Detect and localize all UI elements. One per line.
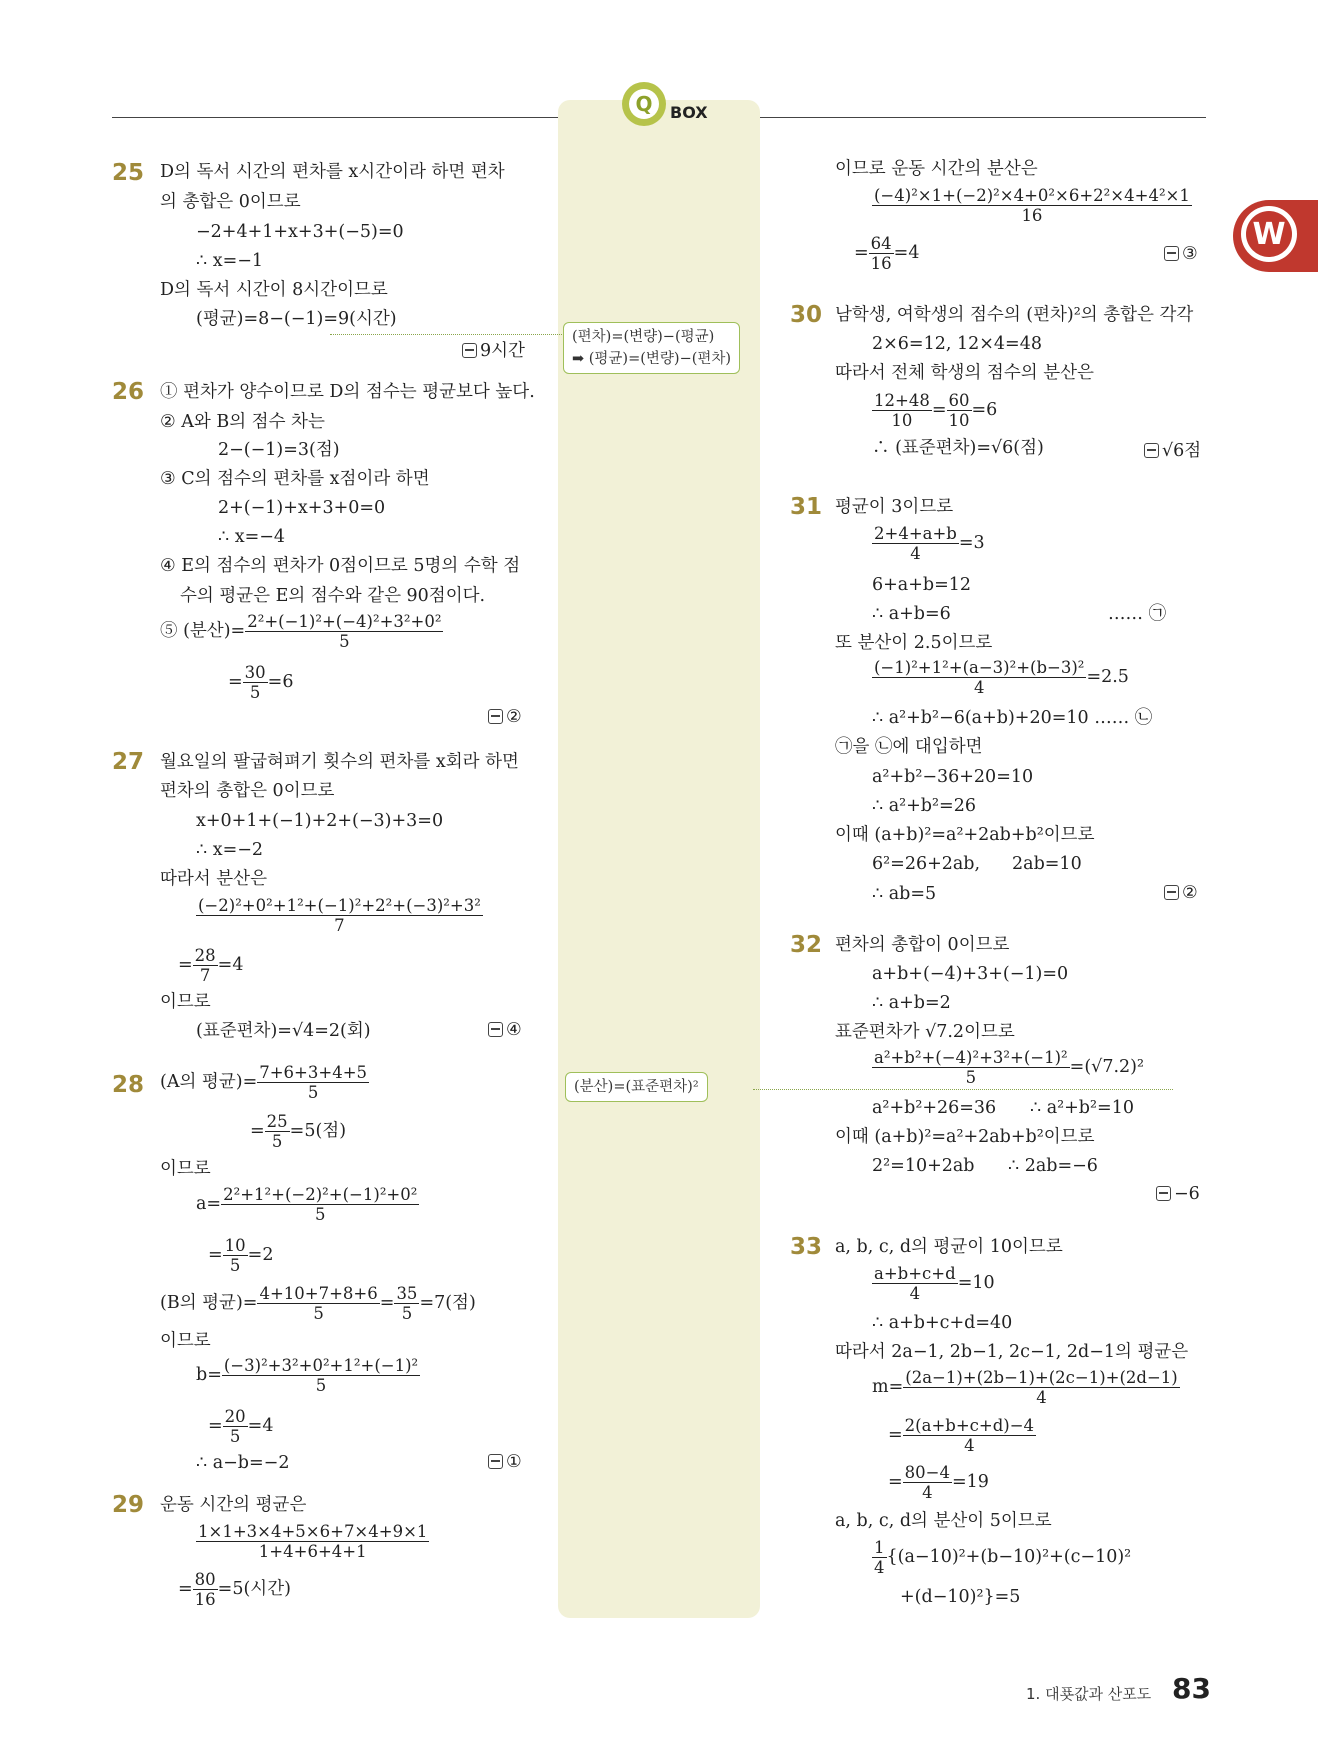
equation-line: ∴ a+b=2 xyxy=(872,993,951,1013)
equation-line: ∴ a²+b²=26 xyxy=(872,796,976,816)
equation-line: = $\frac{80-4}{4}$ =19 xyxy=(888,1463,989,1502)
solution-line: a, b, c, d의 분산이 5이므로 xyxy=(835,1511,1052,1531)
equation-line: ∴ a²+b²=10 xyxy=(1030,1098,1134,1118)
equation-line: $\frac{2+4+a+b}{4}$ =3 xyxy=(874,524,985,563)
equation-line: (A의 평균)= $\frac{7+6+3+4+5}{5}$ xyxy=(160,1063,368,1102)
answer: ① xyxy=(488,1452,522,1472)
qbox-note-variance: (분산)=(표준편차)² xyxy=(565,1072,708,1102)
answer-icon xyxy=(1164,885,1179,900)
answer-icon xyxy=(462,343,477,358)
solution-line: 표준편차가 √7.2이므로 xyxy=(835,1022,1015,1042)
equation-line: = $\frac{20}{5}$ =4 xyxy=(208,1407,274,1446)
section-tab xyxy=(1233,200,1318,272)
equation-line: = $\frac{10}{5}$ =2 xyxy=(208,1236,274,1275)
equation-line: (표준편차)=√4=2(회) xyxy=(196,1021,371,1041)
solution-line: 편차의 총합이 0이므로 xyxy=(835,935,1010,955)
equation-line: a= $\frac{\text{2²+1²+(−2)²+(−1)²+0²}}{5}$ xyxy=(196,1185,418,1224)
solution-line: 월요일의 팔굽혀펴기 횟수의 편차를 x회라 하면 xyxy=(160,752,519,772)
q-logo-icon: Q xyxy=(622,82,666,126)
solution-line: 이때 (a+b)²=a²+2ab+b²이므로 xyxy=(835,825,1095,845)
solution-line: 따라서 분산은 xyxy=(160,869,267,889)
answer-icon xyxy=(488,1454,503,1469)
box-label: BOX xyxy=(670,103,708,122)
equation-line: = $\frac{28}{7}$ =4 xyxy=(178,946,244,985)
solution-line: D의 독서 시간이 8시간이므로 xyxy=(160,280,388,300)
equation-line: ∴ a+b+c+d=40 xyxy=(872,1313,1013,1333)
equation-line: 2²=10+2ab xyxy=(872,1156,975,1176)
equation-line: = $\frac{2(a+b+c+d)-4}{4}$ xyxy=(888,1416,1035,1455)
solution-line: ㉠을 ㉡에 대입하면 xyxy=(835,737,983,757)
equation-line: $\frac{\text{a²+b²+(−4)²+3²+(−1)²}}{5}$ =(√7.2)² xyxy=(874,1048,1144,1087)
equation-tag: …… ㉠ xyxy=(1108,604,1167,624)
problem-number: 25 xyxy=(112,160,145,186)
equation-line: a+b+(−4)+3+(−1)=0 xyxy=(872,964,1069,984)
equation-line: ∴ x=−4 xyxy=(218,527,286,547)
solution-line: 이때 (a+b)²=a²+2ab+b²이므로 xyxy=(835,1127,1095,1147)
solution-line: ③ C의 점수의 편차를 x점이라 하면 xyxy=(160,469,430,489)
answer: ④ xyxy=(488,1020,522,1040)
qbox-connector-2 xyxy=(753,1089,1173,1090)
equation-line: x+0+1+(−1)+2+(−3)+3=0 xyxy=(196,811,444,831)
solution-line: 남학생, 여학생의 점수의 (편차)²의 총합은 각각 xyxy=(835,305,1194,325)
equation-line: = $\frac{30}{5}$ =6 xyxy=(228,663,294,702)
solution-line: 운동 시간의 평균은 xyxy=(160,1495,307,1515)
problem-number: 31 xyxy=(790,494,823,520)
equation-line: 2ab=10 xyxy=(1012,854,1082,874)
solution-line: 편차의 총합은 0이므로 xyxy=(160,781,335,801)
equation-line: $\frac{1\times 1+3\times 4+5\times 6+7\times 4+9\times 1}{1+4+6+4+1}$ xyxy=(198,1522,428,1561)
problem-number: 29 xyxy=(112,1492,145,1518)
answer: −6 xyxy=(1156,1184,1200,1204)
equation-line: $\frac{1}{4}$ {(a−10)²+(b−10)²+(c−10)² xyxy=(874,1538,1132,1577)
header-rule-left xyxy=(112,117,558,118)
answer: ② xyxy=(488,707,522,727)
equation-line: ∴ a+b=6 xyxy=(872,604,951,624)
solution-line: 이므로 xyxy=(160,1331,211,1351)
equation-line: b= $\frac{\text{(−3)²+3²+0²+1²+(−1)²}}{5}$ xyxy=(196,1356,419,1395)
answer-icon xyxy=(488,709,503,724)
equation-line: ∴ 2ab=−6 xyxy=(1008,1156,1098,1176)
equation-line: ⑤ (분산)= $\frac{\text{2²+(−1)²+(−4)²+3²+0²}}{5}$ xyxy=(160,612,442,651)
problem-number: 26 xyxy=(112,379,145,405)
equation-line: = $\frac{64}{16}$ =4 xyxy=(854,234,920,273)
equation-line: m= $\frac{(2a-1)+(2b-1)+(2c-1)+(2d-1)}{4}$ xyxy=(872,1368,1178,1407)
solution-line: 이므로 xyxy=(160,1159,211,1179)
solution-line: 따라서 2a−1, 2b−1, 2c−1, 2d−1의 평균은 xyxy=(835,1342,1189,1362)
equation-line: ∴ x=−2 xyxy=(196,840,264,860)
solution-line: 평균이 3이므로 xyxy=(835,497,954,517)
equation-line: $\frac{a+b+c+d}{4}$ =10 xyxy=(874,1264,995,1303)
equation-line: −2+4+1+x+3+(−5)=0 xyxy=(196,222,404,242)
equation-line: 2−(−1)=3(점) xyxy=(218,440,340,460)
answer-icon xyxy=(1156,1186,1171,1201)
chapter-title: 1. 대푯값과 산포도 xyxy=(1026,1685,1152,1703)
equation-line: 6²=26+2ab, xyxy=(872,854,981,874)
equation-line: a²+b²+26=36 xyxy=(872,1098,997,1118)
problem-number: 32 xyxy=(790,932,823,958)
answer: √6점 xyxy=(1144,437,1201,462)
solution-line: ② A와 B의 점수 차는 xyxy=(160,412,325,432)
equation-line: 2×6=12, 12×4=48 xyxy=(872,334,1042,354)
solution-line: 수의 평균은 E의 점수와 같은 90점이다. xyxy=(180,586,486,606)
equation-line: = $\frac{25}{5}$ =5(점) xyxy=(250,1112,347,1151)
equation-line: 2+(−1)+x+3+0=0 xyxy=(218,498,386,518)
solution-line: 이므로 운동 시간의 분산은 xyxy=(835,159,1038,179)
equation-line: a²+b²−36+20=10 xyxy=(872,767,1034,787)
solution-line: D의 독서 시간의 편차를 x시간이라 하면 편차 xyxy=(160,162,505,182)
equation-line: (평균)=8−(−1)=9(시간) xyxy=(196,309,397,329)
qbox-note-deviation: (편차)=(변량)−(평균) ➡ (평균)=(변량)−(편차) xyxy=(563,322,740,374)
solution-line: 또 분산이 2.5이므로 xyxy=(835,633,993,653)
equation-line: (B의 평균)= $\frac{4+10+7+8+6}{5}$ = $\frac{35}{5}$ =7(점) xyxy=(160,1284,476,1323)
answer-icon xyxy=(488,1022,503,1037)
equation-line: = $\frac{80}{16}$ =5(시간) xyxy=(178,1570,291,1609)
equation-line: $\frac{12+48}{10}$ = $\frac{60}{10}$ =6 xyxy=(874,391,998,430)
answer-icon xyxy=(1144,443,1159,458)
page-number: 83 xyxy=(1172,1672,1211,1705)
solution-line: ④ E의 점수의 편차가 0점이므로 5명의 수학 점 xyxy=(160,556,521,576)
problem-number: 33 xyxy=(790,1234,823,1260)
solution-line: ① 편차가 양수이므로 D의 점수는 평균보다 높다. xyxy=(160,382,535,402)
solution-line: a, b, c, d의 평균이 10이므로 xyxy=(835,1237,1063,1257)
problem-number: 27 xyxy=(112,749,145,775)
answer-icon xyxy=(1164,246,1179,261)
equation-line: 6+a+b=12 xyxy=(872,575,972,595)
equation-line: ∴ ab=5 xyxy=(872,884,937,904)
problem-number: 30 xyxy=(790,302,823,328)
equation-line: $\frac{\text{(−2)²+0²+1²+(−1)²+2²+(−3)²+3²}}{7}$ xyxy=(198,896,481,935)
solution-line: 의 총합은 0이므로 xyxy=(160,192,301,212)
equation-line: $\frac{\text{(−1)²+1²+(a−3)²+(b−3)²}}{4}$ =2.5 xyxy=(874,658,1129,697)
solution-line: 따라서 전체 학생의 점수의 분산은 xyxy=(835,363,1094,383)
equation-line: ∴ a−b=−2 xyxy=(196,1453,290,1473)
answer: ② xyxy=(1164,883,1198,903)
header-rule-right xyxy=(760,117,1206,118)
problem-number: 28 xyxy=(112,1072,145,1098)
qbox-connector-1 xyxy=(330,334,562,335)
solution-line: 이므로 xyxy=(160,992,211,1012)
equation-line: ∴ (표준편차)=√6(점) xyxy=(872,438,1044,458)
answer: ③ xyxy=(1164,244,1198,264)
equation-line: +(d−10)²}=5 xyxy=(900,1587,1021,1607)
answer: 9시간 xyxy=(462,337,525,362)
equation-line: ∴ a²+b²−6(a+b)+20=10 …… ㉡ xyxy=(872,708,1153,728)
w-logo-icon: W xyxy=(1246,211,1292,257)
equation-line: ∴ x=−1 xyxy=(196,251,264,271)
equation-line: $\frac{\text{(−4)²×1+(−2)²×4+0²×6+2²×4+4²×1}}{16}$ xyxy=(874,186,1190,225)
